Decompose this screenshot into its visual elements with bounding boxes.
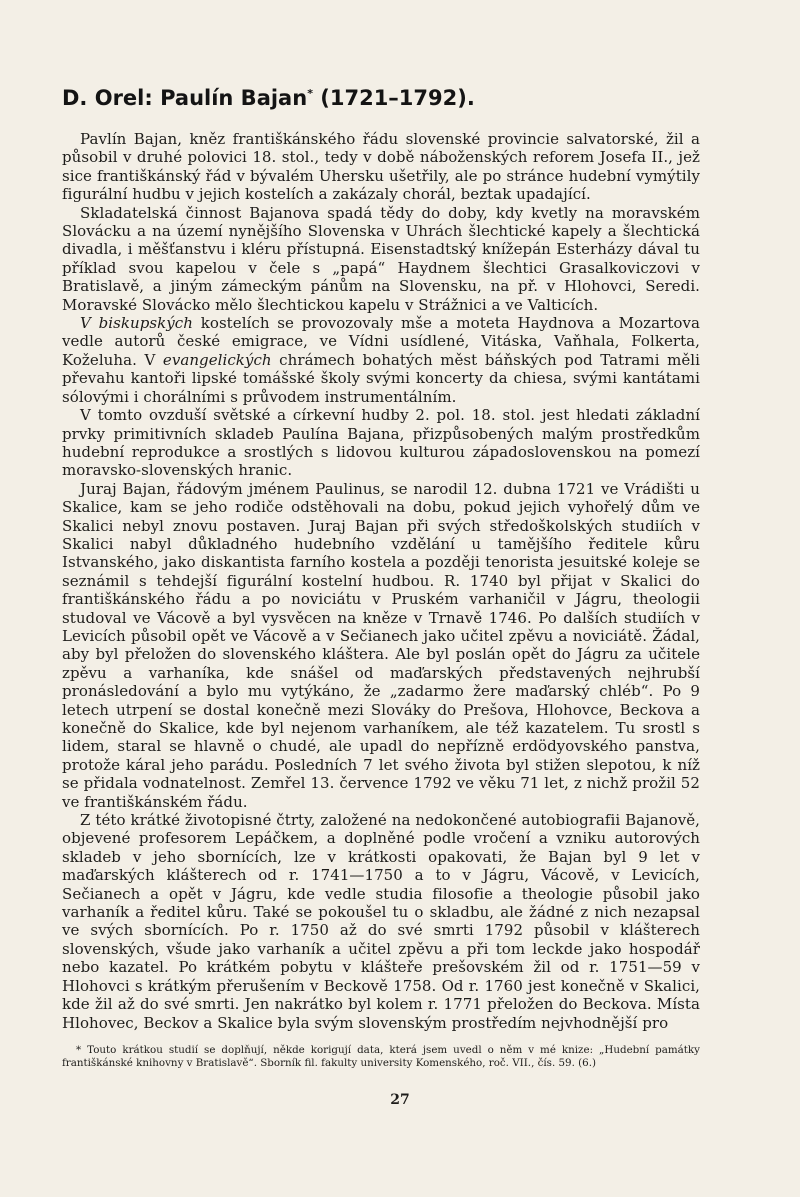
paragraph [62,314,700,406]
title-years: (1721–1792). [312,86,475,110]
italic-phrase: evangelických [162,350,272,369]
paragraph-text: chrámech bohatých měst báňských pod Tatrami měli převahu kantoři lipské tomášské školy svými koncerty da chiesa, svými kantátami sólovými i chorálními s průvodem instrumentálním. [62,350,700,406]
page-number: 27 [390,1092,410,1108]
paragraph: Skladatelská činnost Bajanova spadá tědy do doby, kdy kvetly na moravském Slovácku a na území nynějšího Slovenska v Uhrách šlechtické kapely a šlechtická divadla, i měšťanstvu i kléru přístupná. Eisenstadtský knížepán Esterházy dával tu příklad svou kapelou v čele s „papá“ Haydnem šlechtici Grasalkoviczovi v Bratislavě, a jiným zámeckým pánům na Slovensku, na př. v Hlohovci, Seredi. Moravské Slovácko mělo šlechtickou kapelu v Strážnici a ve Valticích. [62,203,700,314]
italic-phrase: V biskupských [80,314,193,333]
footnote: * Touto krátkou studií se doplňují, někde korigují data, která jsem uvedl o něm v mé knize: „Hudební památky františkánské knihovny v Bratislavě“. Sborník fil. fakulty university Komenského, roč. VII., čís. 59. (6.) [62,1043,700,1069]
article-body [62,130,700,1032]
paragraph: Pavlín Bajan, kněz františkánského řádu slovenské provincie salvatorské, žil a působil v druhé polovici 18. stol., tedy v době náboženských reforem Josefa II., jež sice františkánský řád v bývalém Uhersku ušetřily, ale po stránce hudební vymýtily figurální hudbu v jejich kostelích a zakázaly chorál, beztak upadající. [62,130,700,204]
paragraph: Z této krátké životopisné čtrty, založené na nedokončené autobiografii Bajanově, objevené profesorem Lepáčkem, a doplněné podle vročení a vzniku autorových skladeb v jeho sbornících, lze v krátkosti opakovati, že Bajan byl 9 let v maďarských klášterech od r. 1741—1750 a to v Jágru, Vácově, v Levicích, Sečianech a opět v Jágru, kde vedle studia filosofie a theologie působil jako varhaník a ředitel kůru. Také se pokoušel tu o skladbu, ale žádné z nich nezapsal ve svých sbornících. Po r. 1750 až do své smrti 1792 působil v klášterech slovenských, všude jako varhaník a učitel zpěvu a při tom leckde jako hospodář nebo kazatel. Po krátkém pobytu v klášteře prešovském žil od r. 1751—59 v Hlohovci s krátkým přerušením v Beckově 1758. Od r. 1760 jest konečně v Skalici, kde žil až do své smrti. Jen nakrátko byl kolem r. 1771 přeložen do Beckova. Místa Hlohovec, Beckov a Skalice byla svým slovenským prostředím nejvhodnější pro [62,811,700,1032]
footnote-mark: * [307,87,313,100]
paragraph: V tomto ovzduší světské a církevní hudby 2. pol. 18. stol. jest hledati základní prvky primitivních skladeb Paulína Bajana, přizpůsobených malým prostředkům hudební reprodukce a srostlých s lidovou kulturou západoslovenskou na pomezí moravsko-slovenských hranic. [62,406,700,480]
page-title [62,86,700,110]
paragraph-text: kostelích se provozovaly mše a moteta Haydnova a Mozartova vedle autorů české emigrace, ve Vídni usídlené, Vitáska, Vaňhala, Folkerta, Koželuha. V [62,314,700,369]
title-main: D. Orel: Paulín Bajan [62,86,308,110]
paragraph: Juraj Bajan, řádovým jménem Paulinus, se narodil 12. dubna 1721 ve Vrádišti u Skalice, kam se jeho rodiče odstěhovali na dobu, pokud jejich vyhořelý dům ve Skalici nebyl znovu postaven. Juraj Bajan při svých středoškolských studiích v Skalici nabyl důkladného hudebního vzdělání u tamějšího ředitele kůru Istvanského, jako diskantista farního kostela a později tenorista jesuitské koleje se seznámil s tehdejší figurální kostelní hudbou. R. 1740 byl přijat v Skalici do františkánského řádu a po noviciátu v Pruském varhaničil v Jágru, theologii studoval ve Vácově a byl vysvěcen na kněze v Trnavě 1746. Po dalších studiích v Levicích působil opět ve Vácově a v Sečianech jako učitel zpěvu a noviciátě. Žádal, aby byl přeložen do slovenského kláštera. Ale byl poslán opět do Jágru za učitele zpěvu a varhaníka, kde snášel od maďarských představených nejhrubší pronásledování a bylo mu vytýkáno, že „zadarmo žere maďarský chléb“. Po 9 letech utrpení se dostal konečně mezi Slováky do Prešova, Hlohovce, Beckova a konečně do Skalice, kde byl nejenom varhaníkem, ale též kazatelem. Tu srostl s lidem, staral se hlavně o chudé, ale upadl do nepřízně erdödyovského panstva, protože káral jeho parádu. Posledních 7 let svého života byl stižen slepotou, k níž se přidala vodnatelnost. Zemřel 13. července 1792 ve věku 71 let, z nichž prožil 52 ve františkánském řádu. [62,479,700,811]
